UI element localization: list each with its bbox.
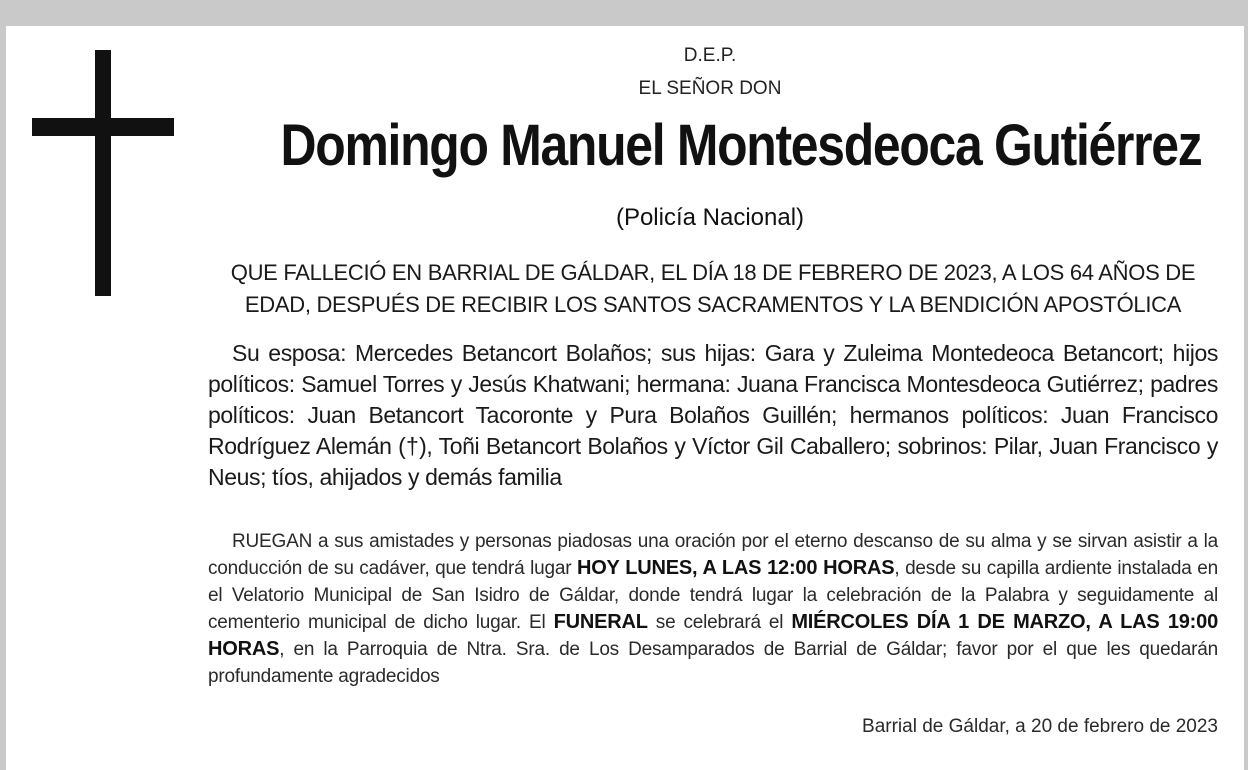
- cross-icon: [95, 50, 111, 296]
- funeral-time: MIÉRCOLES DÍA 1 DE MARZO, A LAS 19:00 HORAS: [208, 611, 1218, 660]
- funeral-label: FUNERAL: [553, 611, 648, 633]
- dep-label: D.E.P.: [683, 45, 737, 66]
- conduction-time: HOY LUNES, A LAS 12:00 HORAS: [576, 557, 895, 579]
- deceased-role: (Policía Nacional): [615, 204, 805, 231]
- place-date: Barrial de Gáldar, a 20 de febrero de 2023: [862, 716, 1218, 737]
- ruegan-text-1: RUEGAN a sus amistades y personas piadosas una oración por el eterno descanso de su alma y se sirvan asistir a la conducción de su cadáver, que tendrá lugar: [208, 531, 1218, 579]
- title-line: EL SEÑOR DON: [638, 78, 782, 99]
- deceased-name: Domingo Manuel Montesdeoca Gutiérrez: [280, 113, 1202, 178]
- death-notice: QUE FALLECIÓ EN BARRIAL DE GÁLDAR, EL DÍA 18 DE FEBRERO DE 2023, A LOS 64 AÑOS DE EDAD, DESPUÉS DE RECIBIR LOS SANTOS SACRAMENTOS Y LA BENDICIÓN APOSTÓLICA: [230, 260, 1196, 317]
- ruegan-text-2: , desde su capilla ardiente instalada en el Velatorio Municipal de San Isidro de Gáldar, donde tendrá lugar la celebración de la Palabra y seguidamente al cementerio municipal de dicho lugar. El: [208, 558, 1218, 633]
- family-list: Su esposa: Mercedes Betancort Bolaños; sus hijas: Gara y Zuleima Montedeoca Betancort; hijos políticos: Samuel Torres y Jesús Khatwani; hermana: Juana Francisca Montesdeoca Gutiérrez; padres políticos: Juan Betancort Tacoronte y Pura Bolaños Guillén; hermanos políticos: Juan Francisco Rodríguez Alemán (†), Toñi Betancort Bolaños y Víctor Gil Caballero; sobrinos: Pilar, Juan Francisco y Neus; tíos, ahijados y demás familia: [208, 340, 1218, 490]
- cross-icon-bar: [32, 118, 174, 136]
- ruegan-paragraph: [208, 528, 1218, 690]
- ruegan-text-4: , en la Parroquia de Ntra. Sra. de Los Desamparados de Barrial de Gáldar; favor por el que les quedarán profundamente agradecidos: [208, 639, 1218, 687]
- ruegan-text-3: se celebrará el: [647, 612, 792, 633]
